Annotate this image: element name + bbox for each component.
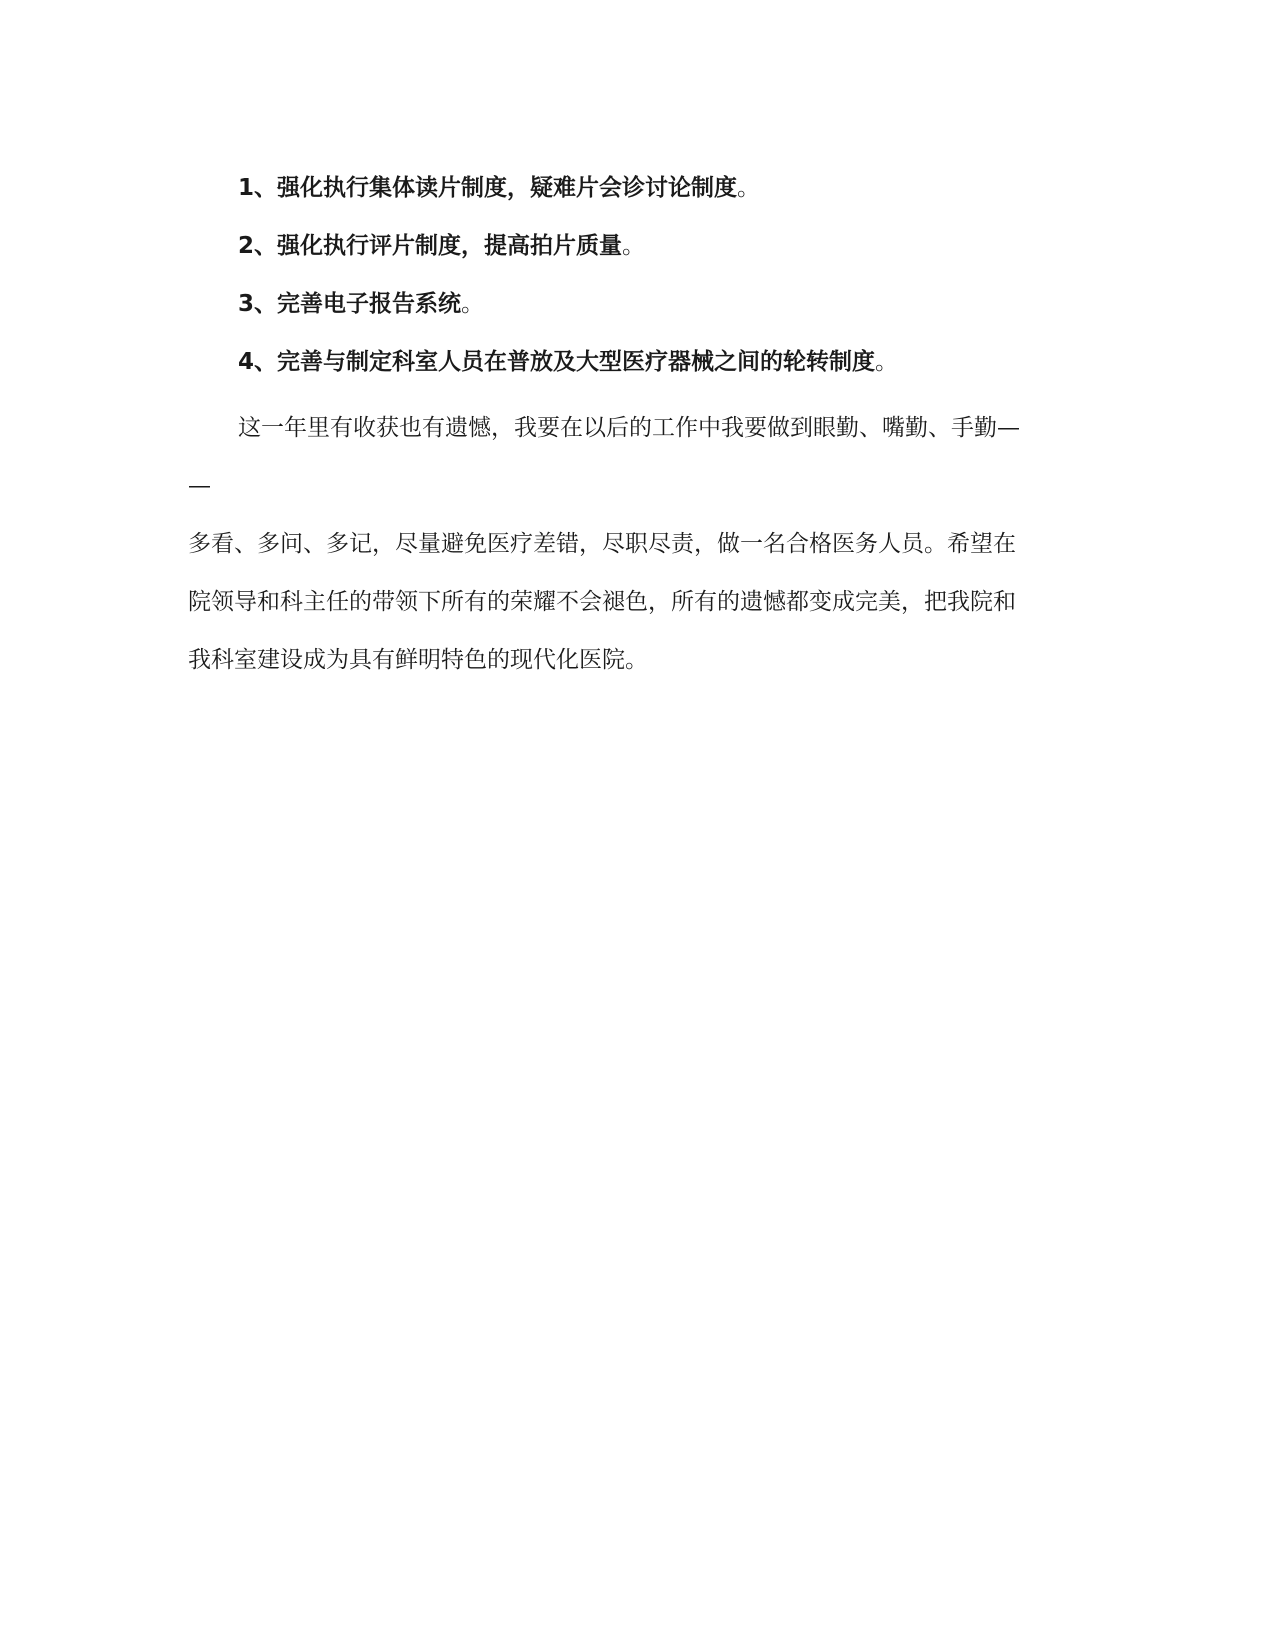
paragraph-line: 这一年里有收获也有遗憾，我要在以后的工作中我要做到眼勤、嘴勤、手勤—	[238, 415, 1020, 441]
list-item-period: 。	[461, 291, 485, 317]
paragraph-line: —	[188, 473, 211, 499]
list-item	[238, 228, 1098, 286]
list-item	[238, 344, 1098, 402]
list-item-period: 。	[875, 349, 899, 375]
paragraph-line: 院领导和科主任的带领下所有的荣耀不会褪色，所有的遗憾都变成完美，把我院和	[188, 589, 1016, 615]
list-item	[238, 286, 1098, 344]
list-item-text: 2、强化执行评片制度，提高拍片质量	[238, 233, 623, 259]
list-item-text: 1、强化执行集体读片制度，疑难片会诊讨论制度	[238, 175, 738, 201]
list-item-text: 4、完善与制定科室人员在普放及大型医疗器械之间的轮转制度	[238, 349, 876, 375]
paragraph-line: 我科室建设成为具有鲜明特色的现代化医院。	[188, 647, 648, 673]
list-item-text: 3、完善电子报告系统	[238, 291, 462, 317]
list-item-period: 。	[737, 175, 761, 201]
measures-list	[238, 170, 1098, 402]
list-item-period: 。	[622, 233, 646, 259]
closing-paragraph	[188, 409, 1088, 699]
list-item	[238, 170, 1098, 228]
paragraph-line: 多看、多问、多记，尽量避免医疗差错，尽职尽责，做一名合格医务人员。希望在	[188, 531, 1016, 557]
